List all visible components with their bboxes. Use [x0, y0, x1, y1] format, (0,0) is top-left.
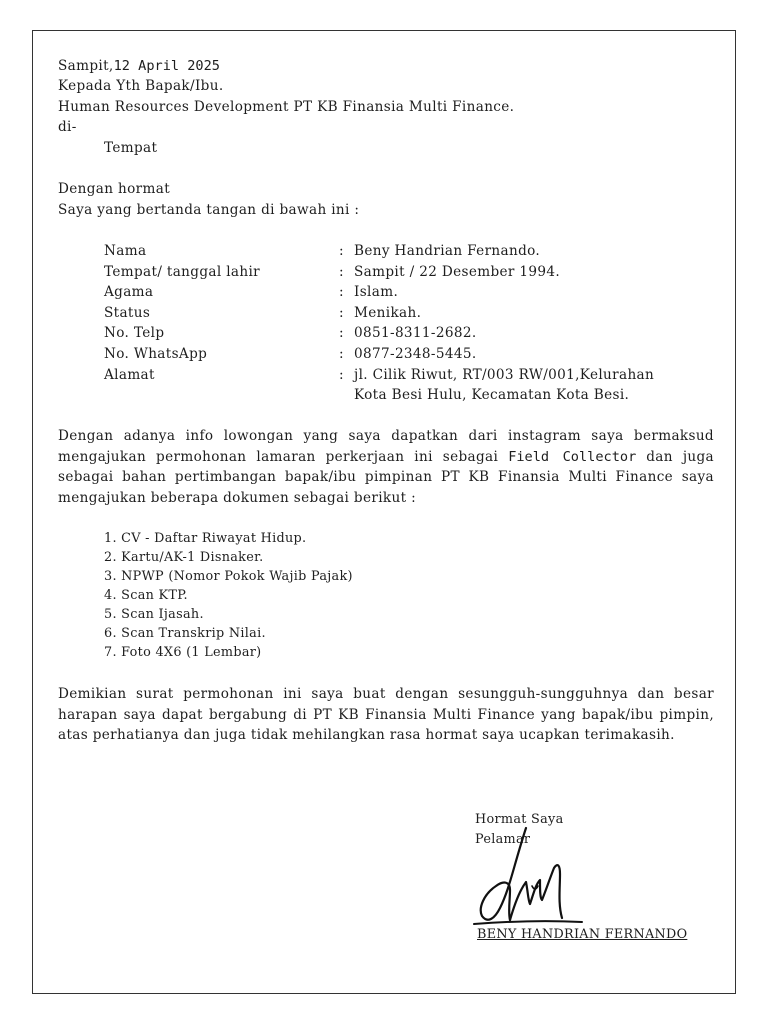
detail-label: Alamat — [104, 367, 155, 383]
greeting: Dengan hormat — [58, 181, 171, 197]
closing-paragraph: Demikian surat permohonan ini saya buat dengan sesungguh-sungguhnya dan besar harapan saya dapat bergabung di PT KB Finansia Multi Finance yang bapak/ibu pimpin, atas perhatianya dan juga tidak mehilangkan rasa hormat saya ucapkan terimakasih. — [58, 686, 714, 743]
body-paragraph — [58, 426, 714, 508]
detail-label: Tempat/ tanggal lahir — [104, 264, 261, 280]
detail-separator: : — [339, 346, 344, 362]
list-item: 1. CV - Daftar Riwayat Hidup. — [104, 531, 307, 546]
company-line: Human Resources Development PT KB Finansia Multi Finance. — [58, 99, 515, 115]
detail-value: 0877-2348-5445. — [354, 346, 477, 362]
signer-name: BENY HANDRIAN FERNANDO — [477, 927, 688, 942]
detail-value: 0851-8311-2682. — [354, 325, 477, 341]
detail-value: Sampit / 22 Desember 1994. — [354, 264, 561, 280]
list-item: 6. Scan Transkrip Nilai. — [104, 626, 266, 641]
detail-label: No. Telp — [104, 325, 165, 341]
detail-value: Beny Handrian Fernando. — [354, 243, 541, 259]
date-line — [58, 56, 220, 76]
detail-label: Status — [104, 305, 151, 321]
position-name: Field Collector — [508, 448, 637, 465]
role-text: Pelamar — [475, 832, 531, 847]
detail-value: Islam. — [354, 284, 399, 300]
detail-value-continued: Kota Besi Hulu, Kecamatan Kota Besi. — [354, 387, 630, 403]
recipient-line: Kepada Yth Bapak/Ibu. — [58, 78, 224, 94]
detail-value: Menikah. — [354, 305, 422, 321]
detail-separator: : — [339, 264, 344, 280]
page-border — [32, 30, 736, 994]
list-item: 7. Foto 4X6 (1 Lembar) — [104, 645, 262, 660]
date: 12 April 2025 — [113, 58, 220, 74]
detail-separator: : — [339, 367, 344, 383]
detail-label: Agama — [104, 284, 154, 300]
detail-value: jl. Cilik Riwut, RT/003 RW/001,Kelurahan — [354, 367, 655, 383]
detail-separator: : — [339, 243, 344, 259]
detail-label: No. WhatsApp — [104, 346, 208, 362]
handwritten-signature — [470, 820, 590, 935]
regards-text: Hormat Saya — [475, 812, 564, 827]
body-text: Dengan adanya info lowongan yang saya dapatkan dari instagram saya bermaksud mengajukan permohonan lamaran perkerjaan ini sebagai — [58, 428, 714, 465]
intro-line: Saya yang bertanda tangan di bawah ini : — [58, 202, 360, 218]
place: Sampit, — [58, 58, 114, 74]
detail-separator: : — [339, 305, 344, 321]
list-item: 2. Kartu/AK-1 Disnaker. — [104, 550, 264, 565]
list-item: 4. Scan KTP. — [104, 588, 188, 603]
list-item: 5. Scan Ijasah. — [104, 607, 204, 622]
di-line: di- — [58, 119, 77, 135]
detail-separator: : — [339, 325, 344, 341]
list-item: 3. NPWP (Nomor Pokok Wajib Pajak) — [104, 569, 353, 584]
detail-label: Nama — [104, 243, 147, 259]
place-line: Tempat — [104, 140, 158, 156]
detail-separator: : — [339, 284, 344, 300]
body-text-continued: dan juga sebagai bahan pertimbangan bapak/ibu pimpinan PT KB Finansia Multi Finance saya mengajukan beberapa dokumen sebagai berikut : — [58, 448, 715, 506]
